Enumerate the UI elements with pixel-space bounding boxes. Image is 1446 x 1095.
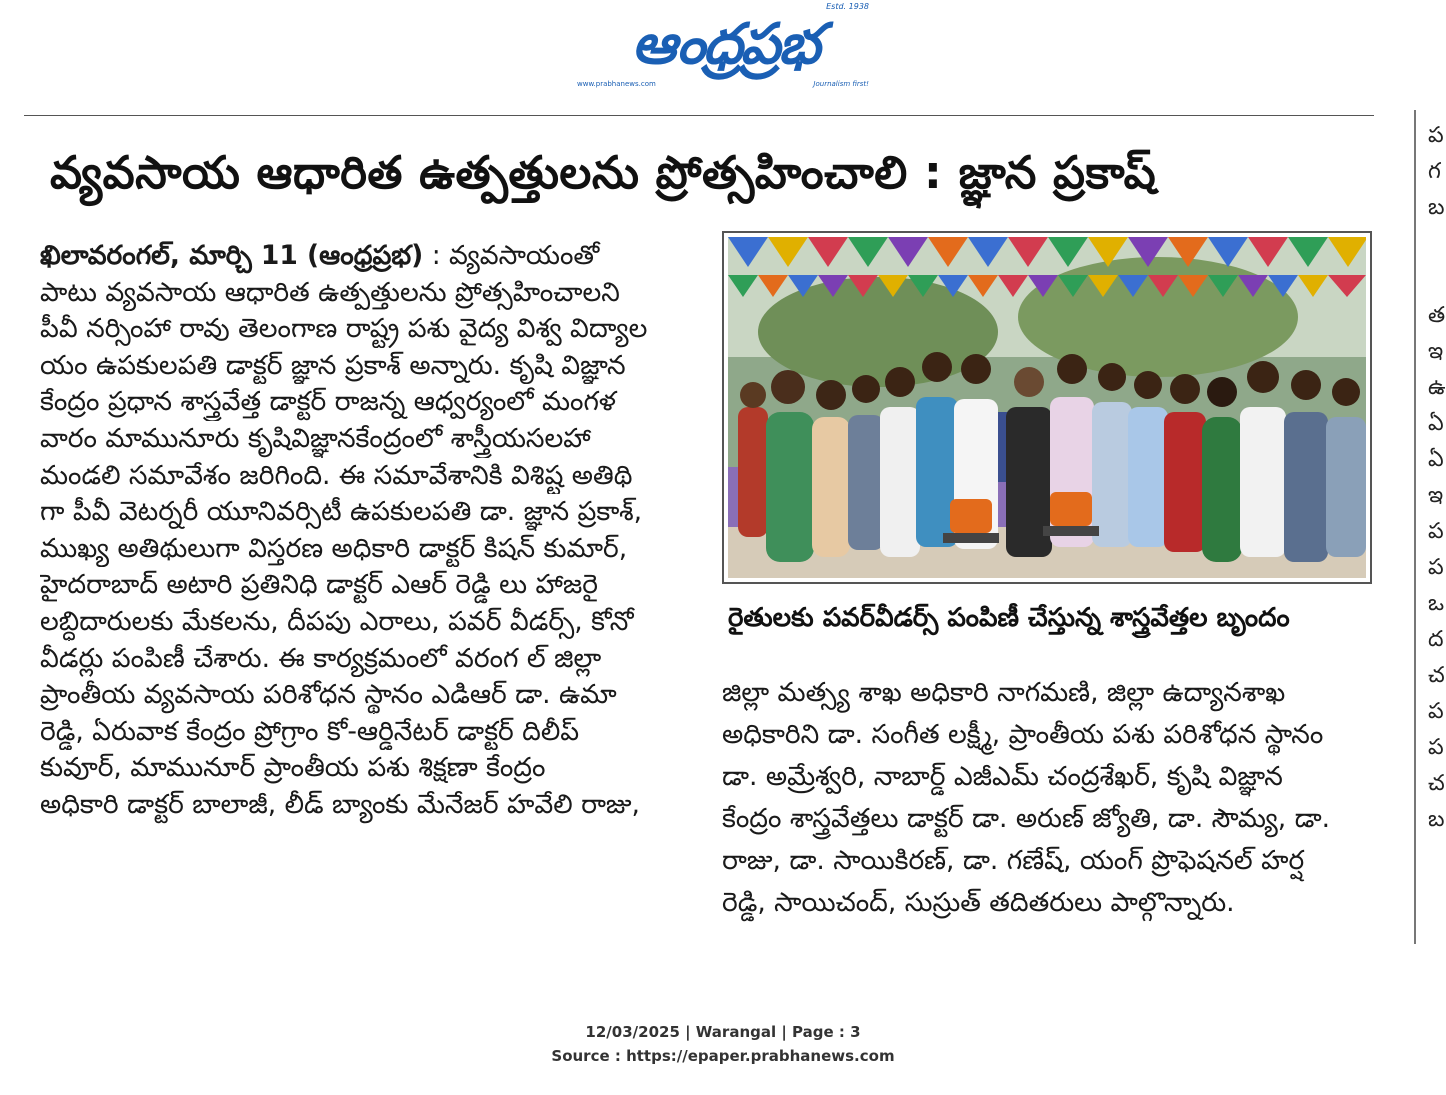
dateline: ఖిలావరంగల్, మార్చి 11 (ఆంధ్రప్రభ)	[40, 240, 424, 271]
side-glyph: ప	[1428, 699, 1444, 724]
established-year: Estd. 1938	[826, 2, 869, 11]
text-line: కేంద్రం ప్రధాన శాస్త్రవేత్త డాక్టర్ రాజన్న ఆధ్వర్యంలో మంగళ	[40, 386, 616, 418]
side-glyph: గ	[1428, 159, 1441, 184]
text-line: జిల్లా మత్స్య శాఖ అధికారి నాగమణి, జిల్లా ఉద్యానశాఖ	[722, 677, 1286, 708]
side-glyph: ఇ	[1428, 483, 1444, 508]
text-line: డా. అమ్రేశ్వరి, నాబార్డ్ ఎజీఎమ్ చంద్రశేఖర్, కృషి విజ్ఞాన	[722, 761, 1283, 792]
text-line: యం ఉపకులపతి డాక్టర్ జ్ఞాన ప్రకాశ్ అన్నారు. కృషి విజ్ఞాన	[40, 349, 626, 381]
text-line: పీవీ నర్సింహా రావు తెలంగాణ రాష్ట్ర పశు వైద్య విశ్వ విద్యాల	[40, 313, 648, 345]
text-line: లబ్ధిదారులకు మేకలను, దీపపు ఎరాలు, పవర్ వీడర్స్, కోనో	[40, 605, 634, 637]
side-glyph: ప	[1428, 519, 1444, 544]
masthead-logo	[575, 2, 875, 90]
masthead-tagline: Journalism first!	[813, 80, 869, 88]
article-left-column	[40, 238, 680, 958]
text-line: హైదరాబాద్ అటారి ప్రతినిధి డాక్టర్ ఎఆర్ రెడ్డి లు హాజరై	[40, 569, 598, 601]
newspaper-title: ఆంధ్రప్రభ	[631, 12, 819, 77]
side-glyph: ప	[1428, 123, 1444, 148]
side-glyph: ప	[1428, 555, 1444, 580]
side-glyph: ఏ	[1428, 411, 1444, 436]
text-line: కేంద్రం శాస్త్రవేత్తలు డాక్టర్ డా. అరుణ్ జ్యోతి, డా. సౌమ్య, డా.	[722, 803, 1331, 834]
text-line: ప్రాంతీయ వ్యవసాయ పరిశోధన స్థానం ఎడిఆర్ డా. ఉమా	[40, 679, 617, 711]
side-glyph: ద	[1428, 627, 1444, 652]
text-line: వారం మామునూరు కృషివిజ్ఞానకేంద్రంలో శాస్త్రీయసలహా	[40, 422, 591, 454]
photo-caption: రైతులకు పవర్‌వీడర్స్ పంపిణీ చేస్తున్న శాస్త్రవేత్తల బృందం	[728, 603, 1290, 633]
text-line: అధికారిని డా. సంగీత లక్ష్మీ, ప్రాంతీయ పశు పరిశోధన స్థానం	[722, 719, 1324, 750]
side-column-divider	[1414, 110, 1416, 944]
side-glyph: చ	[1428, 771, 1445, 796]
first-line	[40, 238, 680, 275]
side-glyph: బ	[1428, 807, 1445, 832]
article-headline: వ్యవసాయ ఆధారిత ఉత్పత్తులను ప్రోత్సహించాలి : జ్ఞాన ప్రకాష్	[50, 146, 1157, 199]
text-line: మండలి సమావేశం జరిగింది. ఈ సమావేశానికి విశిష్ట అతిథి	[40, 459, 633, 491]
side-glyph: ఉ	[1428, 375, 1446, 400]
text-line: : వ్యవసాయంతో	[423, 240, 600, 271]
article-right-column	[722, 672, 1372, 962]
text-line: రెడ్డి, ఏరువాక కేంద్రం ప్రోగ్రాం కో-ఆర్డినేటర్ డాక్టర్ దిలీప్	[40, 715, 580, 747]
side-glyph: ప	[1428, 735, 1444, 760]
footer-source-line: Source : https://epaper.prabhanews.com	[551, 1047, 895, 1065]
text-line: రాజు, డా. సాయికిరణ్, డా. గణేష్, యంగ్ ప్రొఫెషనల్ హర్ష	[722, 845, 1305, 876]
text-line: కువూర్, మామునూర్ ప్రాంతీయ పశు శిక్షణా కేంద్రం	[40, 752, 546, 784]
photo-scene	[728, 237, 1366, 578]
side-glyph: ఒ	[1428, 591, 1445, 616]
side-glyph: చ	[1428, 663, 1445, 688]
article-photo	[722, 231, 1372, 584]
top-divider	[24, 115, 1374, 116]
footer-date-line: 12/03/2025 | Warangal | Page : 3	[585, 1023, 861, 1041]
side-glyph: బ	[1428, 195, 1445, 220]
text-line: అధికారి డాక్టర్ బాలాజీ, లీడ్ బ్యాంకు మేనేజర్ హవేలి రాజు,	[40, 788, 640, 820]
masthead-website: www.prabhanews.com	[577, 80, 656, 88]
text-line: రెడ్డి, సాయిచంద్, సుస్రుత్ తదితరులు పాల్గొన్నారు.	[722, 887, 1235, 918]
text-line: పాటు వ్యవసాయ ఆధారిత ఉత్పత్తులను ప్రోత్సహించాలని	[40, 276, 620, 308]
text-line: వీడర్లు పంపిణీ చేశారు. ఈ కార్యక్రమంలో వరంగ ల్ జిల్లా	[40, 642, 602, 674]
text-line: ముఖ్య అతిథులుగా విస్తరణ అధికారి డాక్టర్ కిషన్ కుమార్,	[40, 532, 628, 564]
page-footer	[0, 1020, 1446, 1068]
text-line: గా పీవీ వెటర్నరీ యూనివర్సిటీ ఉపకులపతి డా. జ్ఞాన ప్రకాశ్,	[40, 496, 643, 528]
side-glyph	[1428, 262, 1446, 298]
side-glyph: ఏ	[1428, 447, 1444, 472]
side-glyph	[1428, 226, 1446, 262]
side-glyph: త	[1428, 303, 1446, 328]
side-glyph: ఇ	[1428, 339, 1444, 364]
side-column-fragment	[1428, 118, 1446, 918]
